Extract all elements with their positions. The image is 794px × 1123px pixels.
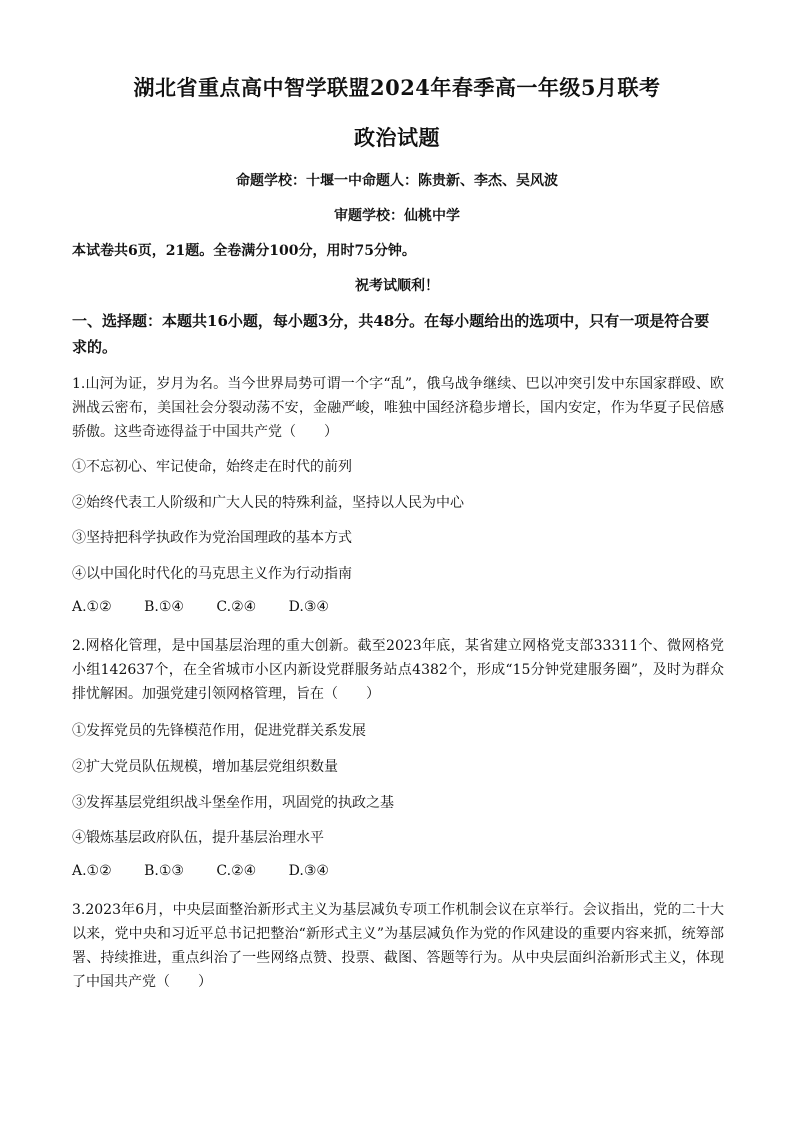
question-2-option: ④锻炼基层政府队伍，提升基层治理水平	[72, 830, 324, 846]
exam-title: 湖北省重点高中智学联盟2024年春季高一年级5月联考	[133, 75, 661, 100]
section-heading: 一、选择题：本题共16小题，每小题3分，共48分。在每小题给出的选项中，只有一项是符合要求的。	[72, 312, 710, 356]
reviewer-line: 审题学校：仙桃中学	[334, 208, 460, 224]
question-1-option: ②始终代表工人阶级和广大人民的特殊利益，坚持以人民为中心	[72, 495, 464, 511]
choice-a[interactable]: A.①②	[72, 863, 112, 879]
choice-a[interactable]: A.①②	[72, 599, 112, 615]
choice-b[interactable]: B.①③	[144, 863, 184, 879]
question-2-option: ①发挥党员的先锋模范作用，促进党群关系发展	[72, 723, 366, 739]
question-1-option: ③坚持把科学执政作为党治国理政的基本方式	[72, 530, 352, 546]
choice-b[interactable]: B.①④	[144, 599, 184, 615]
choice-d[interactable]: D.③④	[288, 863, 329, 879]
choice-c[interactable]: C.②④	[216, 863, 257, 879]
question-1-option: ①不忘初心、牢记使命，始终走在时代的前列	[72, 459, 352, 475]
good-luck-line: 祝考试顺利！	[355, 278, 439, 294]
question-2-option: ③发挥基层党组织战斗堡垒作用，巩固党的执政之基	[72, 795, 394, 811]
authors-line: 命题学校：十堰一中命题人：陈贵新、李杰、吴风波	[236, 173, 558, 189]
question-1-stem: 1.山河为证，岁月为名。当今世界局势可谓一个字“乱”，俄乌战争继续、巴以冲突引发中东国家群殴、欧洲战云密布，美国社会分裂动荡不安，金融严峻，唯独中国经济稳步增长，国内安定，作为华夏子民倍感骄傲。这些奇迹得益于中国共产党（ ）	[72, 376, 724, 440]
choice-c[interactable]: C.②④	[216, 599, 257, 615]
exam-info: 本试卷共6页，21题。全卷满分100分，用时75分钟。	[72, 243, 416, 259]
question-2-choices	[72, 863, 357, 879]
choice-d[interactable]: D.③④	[288, 599, 329, 615]
question-1-choices	[72, 599, 357, 615]
question-2-stem: 2.网格化管理，是中国基层治理的重大创新。截至2023年底，某省建立网格党支部33311个、微网格党小组142637个，在全省城市小区内新设党群服务站点4382个，形成“15分钟党建服务圈”，及时为群众排忧解困。加强党建引领网格管理，旨在（ ）	[72, 638, 724, 702]
question-1-option: ④以中国化时代化的马克思主义作为行动指南	[72, 566, 352, 582]
subject-title: 政治试题	[354, 125, 440, 150]
question-2-option: ②扩大党员队伍规模，增加基层党组织数量	[72, 759, 338, 775]
question-3-stem: 3.2023年6月，中央层面整治新形式主义为基层减负专项工作机制会议在京举行。会议指出，党的二十大以来，党中央和习近平总书记把整治“新形式主义”为基层减负作为党的作风建设的重要内容来抓，统筹部署、持续推进，重点纠治了一些网络点赞、投票、截图、答题等行为。从中央层面纠治新形式主义，体现了中国共产党（ ）	[72, 902, 724, 990]
